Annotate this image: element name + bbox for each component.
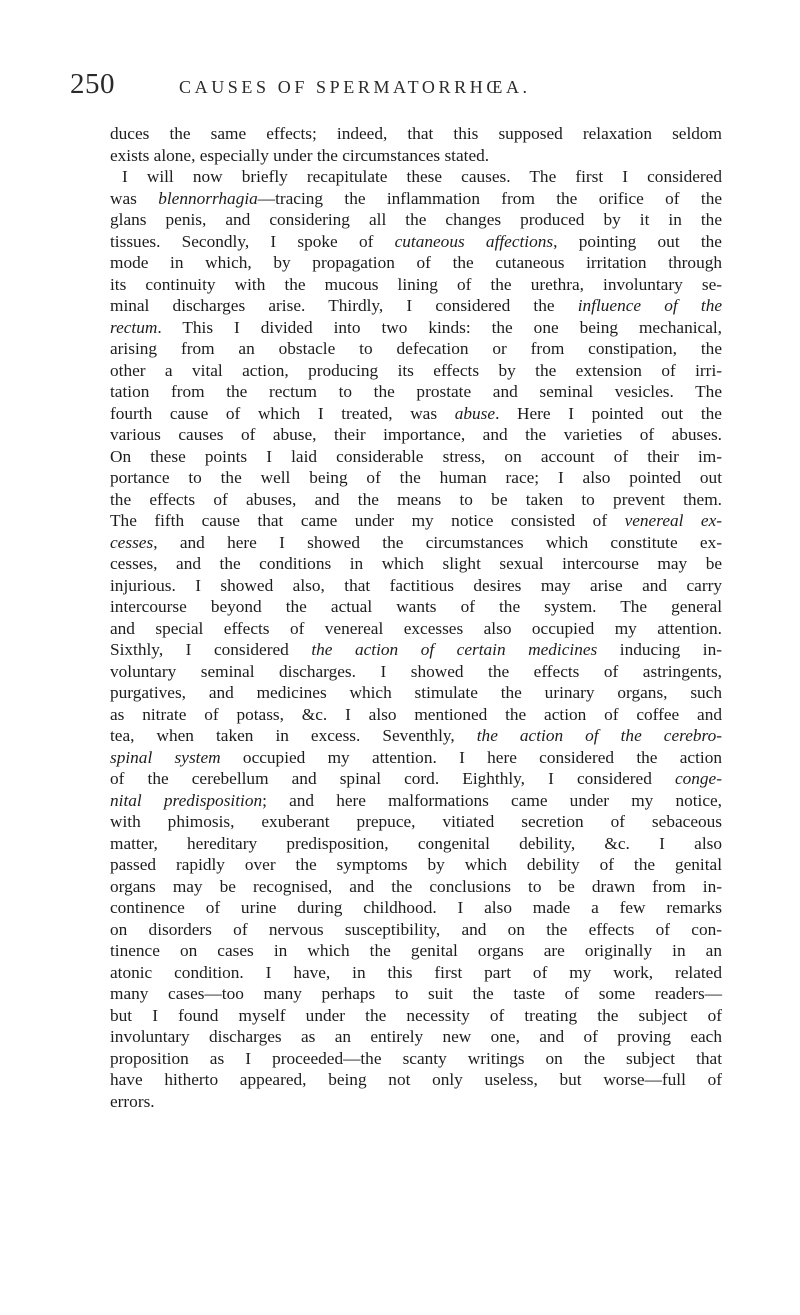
text-run: involuntary discharges as an entirely new one, and of proving each bbox=[110, 1027, 722, 1046]
text-line bbox=[110, 768, 722, 790]
text-line bbox=[110, 553, 722, 575]
text-line bbox=[110, 962, 722, 984]
text-line bbox=[110, 1026, 722, 1048]
page-header bbox=[70, 68, 720, 108]
text-line bbox=[110, 1069, 722, 1091]
italic-text: the action of the cerebro- bbox=[476, 726, 722, 745]
text-run: other a vital action, producing its effects by the extension of irri- bbox=[110, 360, 722, 380]
italic-text: blennorrhagia bbox=[158, 188, 258, 208]
text-line bbox=[110, 274, 722, 296]
text-line bbox=[110, 231, 722, 253]
text-run: cesses, and the conditions in which slight sexual intercourse may be bbox=[110, 554, 722, 573]
running-head: CAUSES OF SPERMATORRHŒA. bbox=[179, 77, 531, 97]
text-run: On these points I laid considerable stress, on account of their im- bbox=[110, 446, 722, 466]
text-run: the effects of abuses, and the means to be taken to prevent them. bbox=[110, 489, 722, 509]
text-run: passed rapidly over the symptoms by which debility of the genital bbox=[110, 855, 722, 874]
text-line bbox=[110, 983, 722, 1005]
text-line bbox=[110, 639, 722, 661]
text-line bbox=[110, 1091, 722, 1113]
body-text bbox=[110, 123, 722, 1112]
text-line bbox=[110, 575, 722, 597]
text-line bbox=[110, 747, 722, 769]
text-run: The fifth cause that came under my notice consisted of bbox=[110, 511, 625, 530]
text-line bbox=[110, 295, 722, 317]
text-line bbox=[110, 489, 722, 511]
italic-text: nital predisposition bbox=[110, 790, 263, 810]
text-line bbox=[110, 811, 722, 833]
text-run: tissues. Secondly, I spoke of bbox=[110, 231, 395, 251]
text-line bbox=[110, 510, 722, 532]
text-run: duces the same effects; indeed, that this supposed relaxation seldom bbox=[110, 124, 722, 143]
text-run: organs may be recognised, and the conclusions to be drawn from in- bbox=[110, 876, 722, 896]
italic-text: abuse bbox=[454, 403, 496, 423]
text-run: with phimosis, exuberant prepuce, vitiated secretion of sebaceous bbox=[110, 812, 722, 831]
italic-text: cesses bbox=[110, 532, 154, 552]
text-run: intercourse beyond the actual wants of the system. The general bbox=[110, 597, 722, 616]
text-run: continence of urine during childhood. I also made a few remarks bbox=[110, 898, 722, 917]
text-run: atonic condition. I have, in this first part of my work, related bbox=[110, 962, 722, 982]
text-line bbox=[110, 704, 722, 726]
text-run: I will now briefly recapitulate these causes. The first I considered bbox=[122, 167, 722, 186]
text-line bbox=[110, 532, 722, 554]
text-run: exists alone, especially under the circumstances stated. bbox=[110, 145, 490, 165]
text-run: injurious. I showed also, that factitious desires may arise and carry bbox=[110, 575, 722, 595]
italic-text: influence of the bbox=[577, 296, 723, 315]
text-line bbox=[110, 725, 722, 747]
text-run: its continuity with the mucous lining of the urethra, involuntary se- bbox=[110, 274, 722, 294]
text-line bbox=[110, 661, 722, 683]
text-run: ; and here malformations came under my notice, bbox=[262, 790, 722, 810]
text-line bbox=[110, 790, 722, 812]
text-line bbox=[110, 381, 722, 403]
text-line bbox=[110, 123, 722, 145]
text-line bbox=[110, 317, 722, 339]
text-run: . Here I pointed out the bbox=[495, 403, 722, 423]
text-run: inducing in- bbox=[597, 640, 722, 659]
text-run: tinence on cases in which the genital organs are originally in an bbox=[110, 941, 722, 960]
text-run: portance to the well being of the human race; I also pointed out bbox=[110, 468, 722, 487]
text-line bbox=[110, 897, 722, 919]
text-run: but I found myself under the necessity of treating the subject of bbox=[110, 1005, 722, 1025]
italic-text: the action of certain medicines bbox=[311, 640, 598, 659]
text-run: was bbox=[110, 188, 159, 208]
text-run: . This I divided into two kinds: the one being mechanical, bbox=[157, 317, 722, 337]
text-run: proposition as I proceeded—the scanty writings on the subject that bbox=[110, 1048, 722, 1068]
text-run: occupied my attention. I here considered the action bbox=[220, 747, 722, 767]
italic-text: conge- bbox=[674, 769, 722, 788]
text-run: and special effects of venereal excesses also occupied my attention. bbox=[110, 618, 722, 638]
text-line bbox=[110, 1048, 722, 1070]
text-line bbox=[110, 145, 722, 167]
text-run: Sixthly, I considered bbox=[110, 640, 312, 659]
text-line bbox=[110, 596, 722, 618]
text-run: have hitherto appeared, being not only useless, but worse—full of bbox=[110, 1070, 722, 1089]
text-line bbox=[110, 209, 722, 231]
text-line bbox=[110, 446, 722, 468]
text-line bbox=[110, 403, 722, 425]
text-line bbox=[110, 467, 722, 489]
text-line bbox=[110, 360, 722, 382]
italic-text: spinal system bbox=[110, 747, 221, 767]
italic-text: cutaneous affections bbox=[394, 231, 554, 251]
text-line bbox=[110, 166, 722, 188]
italic-text: venereal ex- bbox=[624, 511, 723, 530]
text-line bbox=[110, 940, 722, 962]
text-line bbox=[110, 338, 722, 360]
page-number: 250 bbox=[70, 68, 115, 100]
text-run: glans penis, and considering all the changes produced by it in the bbox=[110, 210, 722, 229]
text-line bbox=[110, 682, 722, 704]
text-run: matter, hereditary predisposition, congenital debility, &c. I also bbox=[110, 833, 722, 853]
text-run: , pointing out the bbox=[553, 231, 722, 251]
text-run: —tracing the inflammation from the orifice of the bbox=[257, 188, 722, 208]
text-run: fourth cause of which I treated, was bbox=[110, 403, 455, 423]
text-run: , and here I showed the circumstances which constitute ex- bbox=[153, 532, 722, 552]
text-run: voluntary seminal discharges. I showed the effects of astringents, bbox=[110, 661, 722, 681]
text-line bbox=[110, 618, 722, 640]
text-run: purgatives, and medicines which stimulate the urinary organs, such bbox=[110, 683, 722, 702]
text-run: as nitrate of potass, &c. I also mentioned the action of coffee and bbox=[110, 704, 722, 724]
text-run: many cases—too many perhaps to suit the taste of some readers— bbox=[110, 984, 722, 1003]
text-line bbox=[110, 252, 722, 274]
text-run: mode in which, by propagation of the cutaneous irritation through bbox=[110, 253, 722, 272]
text-run: minal discharges arise. Thirdly, I considered the bbox=[110, 296, 578, 315]
text-line bbox=[110, 424, 722, 446]
text-run: tea, when taken in excess. Seventhly, bbox=[110, 726, 477, 745]
text-line bbox=[110, 833, 722, 855]
text-line bbox=[110, 876, 722, 898]
text-line bbox=[110, 1005, 722, 1027]
text-line bbox=[110, 188, 722, 210]
text-line bbox=[110, 854, 722, 876]
text-run: tation from the rectum to the prostate and seminal vesicles. The bbox=[110, 382, 722, 401]
text-run: various causes of abuse, their importance, and the varieties of abuses. bbox=[110, 425, 722, 444]
text-run: errors. bbox=[110, 1091, 155, 1111]
text-run: of the cerebellum and spinal cord. Eighthly, I considered bbox=[110, 769, 675, 788]
text-run: arising from an obstacle to defecation or from constipation, the bbox=[110, 339, 722, 358]
text-run: on disorders of nervous susceptibility, and on the effects of con- bbox=[110, 919, 722, 939]
text-line bbox=[110, 919, 722, 941]
italic-text: rectum bbox=[110, 317, 158, 337]
